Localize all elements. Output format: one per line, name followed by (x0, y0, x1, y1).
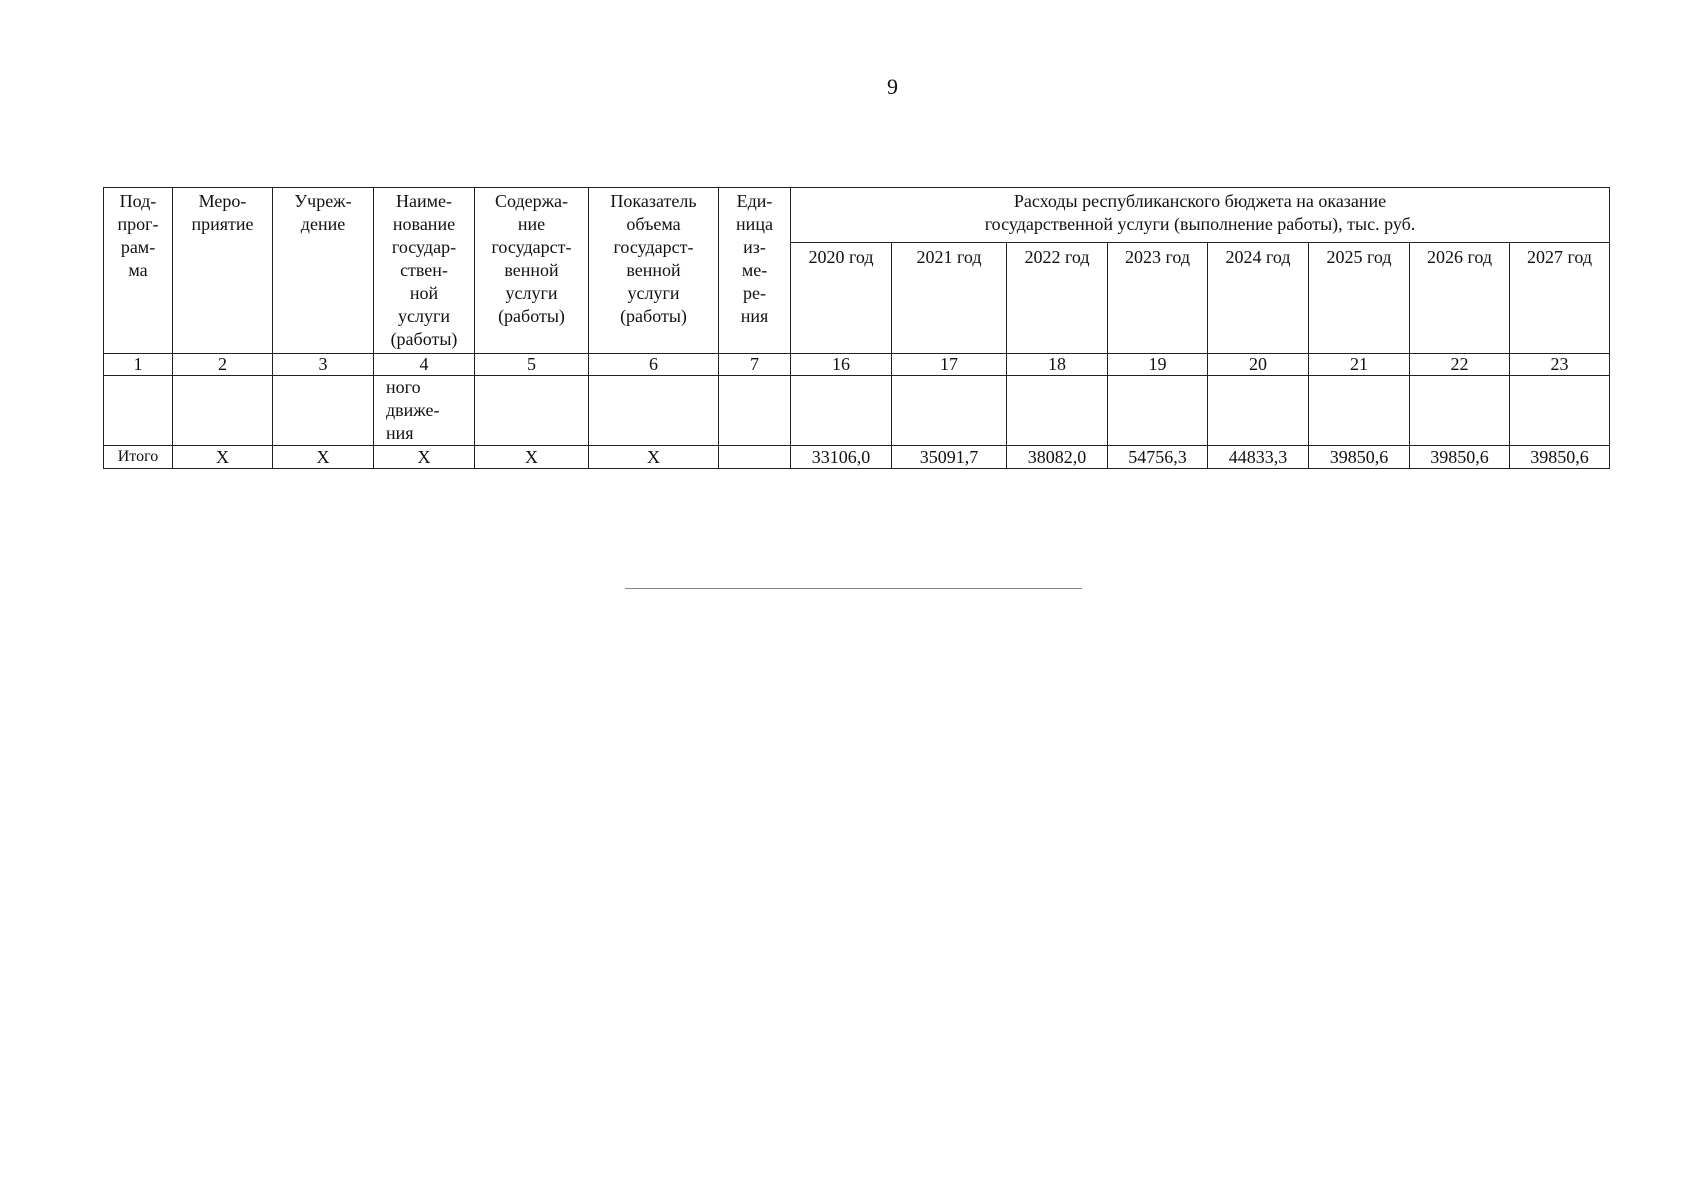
header-year: 2027 год (1510, 242, 1610, 353)
header-institution-text: Учреж- дение (294, 191, 352, 234)
table-cell (589, 376, 719, 446)
table-cell (1007, 376, 1108, 446)
table-cell (719, 376, 791, 446)
header-year: 2026 год (1410, 242, 1510, 353)
header-year: 2020 год (791, 242, 892, 353)
total-cell-service-content: Х (475, 446, 589, 469)
total-label: Итого (104, 446, 173, 469)
header-service-content-text: Содержа- ние государст- венной услуги (работы) (491, 191, 572, 326)
table-cell (104, 376, 173, 446)
header-expenses-title (791, 188, 1610, 243)
header-volume-indicator-text: Показатель объема государст- венной услуги (работы) (610, 191, 697, 326)
table-cell (173, 376, 273, 446)
column-number: 3 (273, 354, 374, 376)
column-number: 5 (475, 354, 589, 376)
column-number: 7 (719, 354, 791, 376)
column-number-row (104, 354, 1610, 376)
header-year: 2023 год (1108, 242, 1208, 353)
column-number: 1 (104, 354, 173, 376)
column-number: 2 (173, 354, 273, 376)
table-cell (1510, 376, 1610, 446)
header-subprogram (104, 188, 173, 354)
header-subprogram-text: Под- прог- рам- ма (117, 191, 159, 280)
header-row-top (104, 188, 1610, 243)
total-value-2026: 39850,6 (1410, 446, 1510, 469)
footer-divider (625, 588, 1082, 589)
total-value-2023: 54756,3 (1108, 446, 1208, 469)
total-value-2025: 39850,6 (1309, 446, 1410, 469)
table-cell (1108, 376, 1208, 446)
table-cell (1208, 376, 1309, 446)
column-number: 17 (892, 354, 1007, 376)
table-cell (791, 376, 892, 446)
header-institution (273, 188, 374, 354)
column-number: 19 (1108, 354, 1208, 376)
total-cell-unit (719, 446, 791, 469)
table-cell (892, 376, 1007, 446)
header-year: 2021 год (892, 242, 1007, 353)
header-year: 2022 год (1007, 242, 1108, 353)
total-row (104, 446, 1610, 469)
column-number: 22 (1410, 354, 1510, 376)
total-value-2021: 35091,7 (892, 446, 1007, 469)
column-number: 6 (589, 354, 719, 376)
total-value-2024: 44833,3 (1208, 446, 1309, 469)
table-cell (1309, 376, 1410, 446)
total-cell-measure: Х (173, 446, 273, 469)
budget-expenses-table (103, 187, 1610, 469)
header-measure (173, 188, 273, 354)
header-year: 2024 год (1208, 242, 1309, 353)
column-number: 21 (1309, 354, 1410, 376)
total-cell-institution: Х (273, 446, 374, 469)
total-value-2027: 39850,6 (1510, 446, 1610, 469)
header-unit (719, 188, 791, 354)
service-name-continuation (374, 376, 475, 446)
header-volume-indicator (589, 188, 719, 354)
total-cell-service-name: Х (374, 446, 475, 469)
table-cell (1410, 376, 1510, 446)
header-service-content (475, 188, 589, 354)
column-number: 23 (1510, 354, 1610, 376)
page-number: 9 (887, 74, 898, 99)
continuation-row (104, 376, 1610, 446)
total-value-2022: 38082,0 (1007, 446, 1108, 469)
column-number: 20 (1208, 354, 1309, 376)
table-cell (475, 376, 589, 446)
column-number: 18 (1007, 354, 1108, 376)
header-measure-text: Меро- приятие (191, 191, 254, 234)
header-service-name (374, 188, 475, 354)
table-cell (273, 376, 374, 446)
header-unit-text: Еди- ница из- ме- ре- ния (736, 191, 773, 326)
header-year: 2025 год (1309, 242, 1410, 353)
column-number: 4 (374, 354, 475, 376)
header-service-name-text: Наиме- нование государ- ствен- ной услуги (работы) (390, 191, 458, 349)
total-value-2020: 33106,0 (791, 446, 892, 469)
header-expenses-title-text: Расходы республиканского бюджета на оказание государственной услуги (выполнение работы), тыс. руб. (984, 191, 1416, 234)
service-name-continuation-text: ного движе- ния (386, 377, 440, 443)
column-number: 16 (791, 354, 892, 376)
total-cell-volume-indicator: Х (589, 446, 719, 469)
